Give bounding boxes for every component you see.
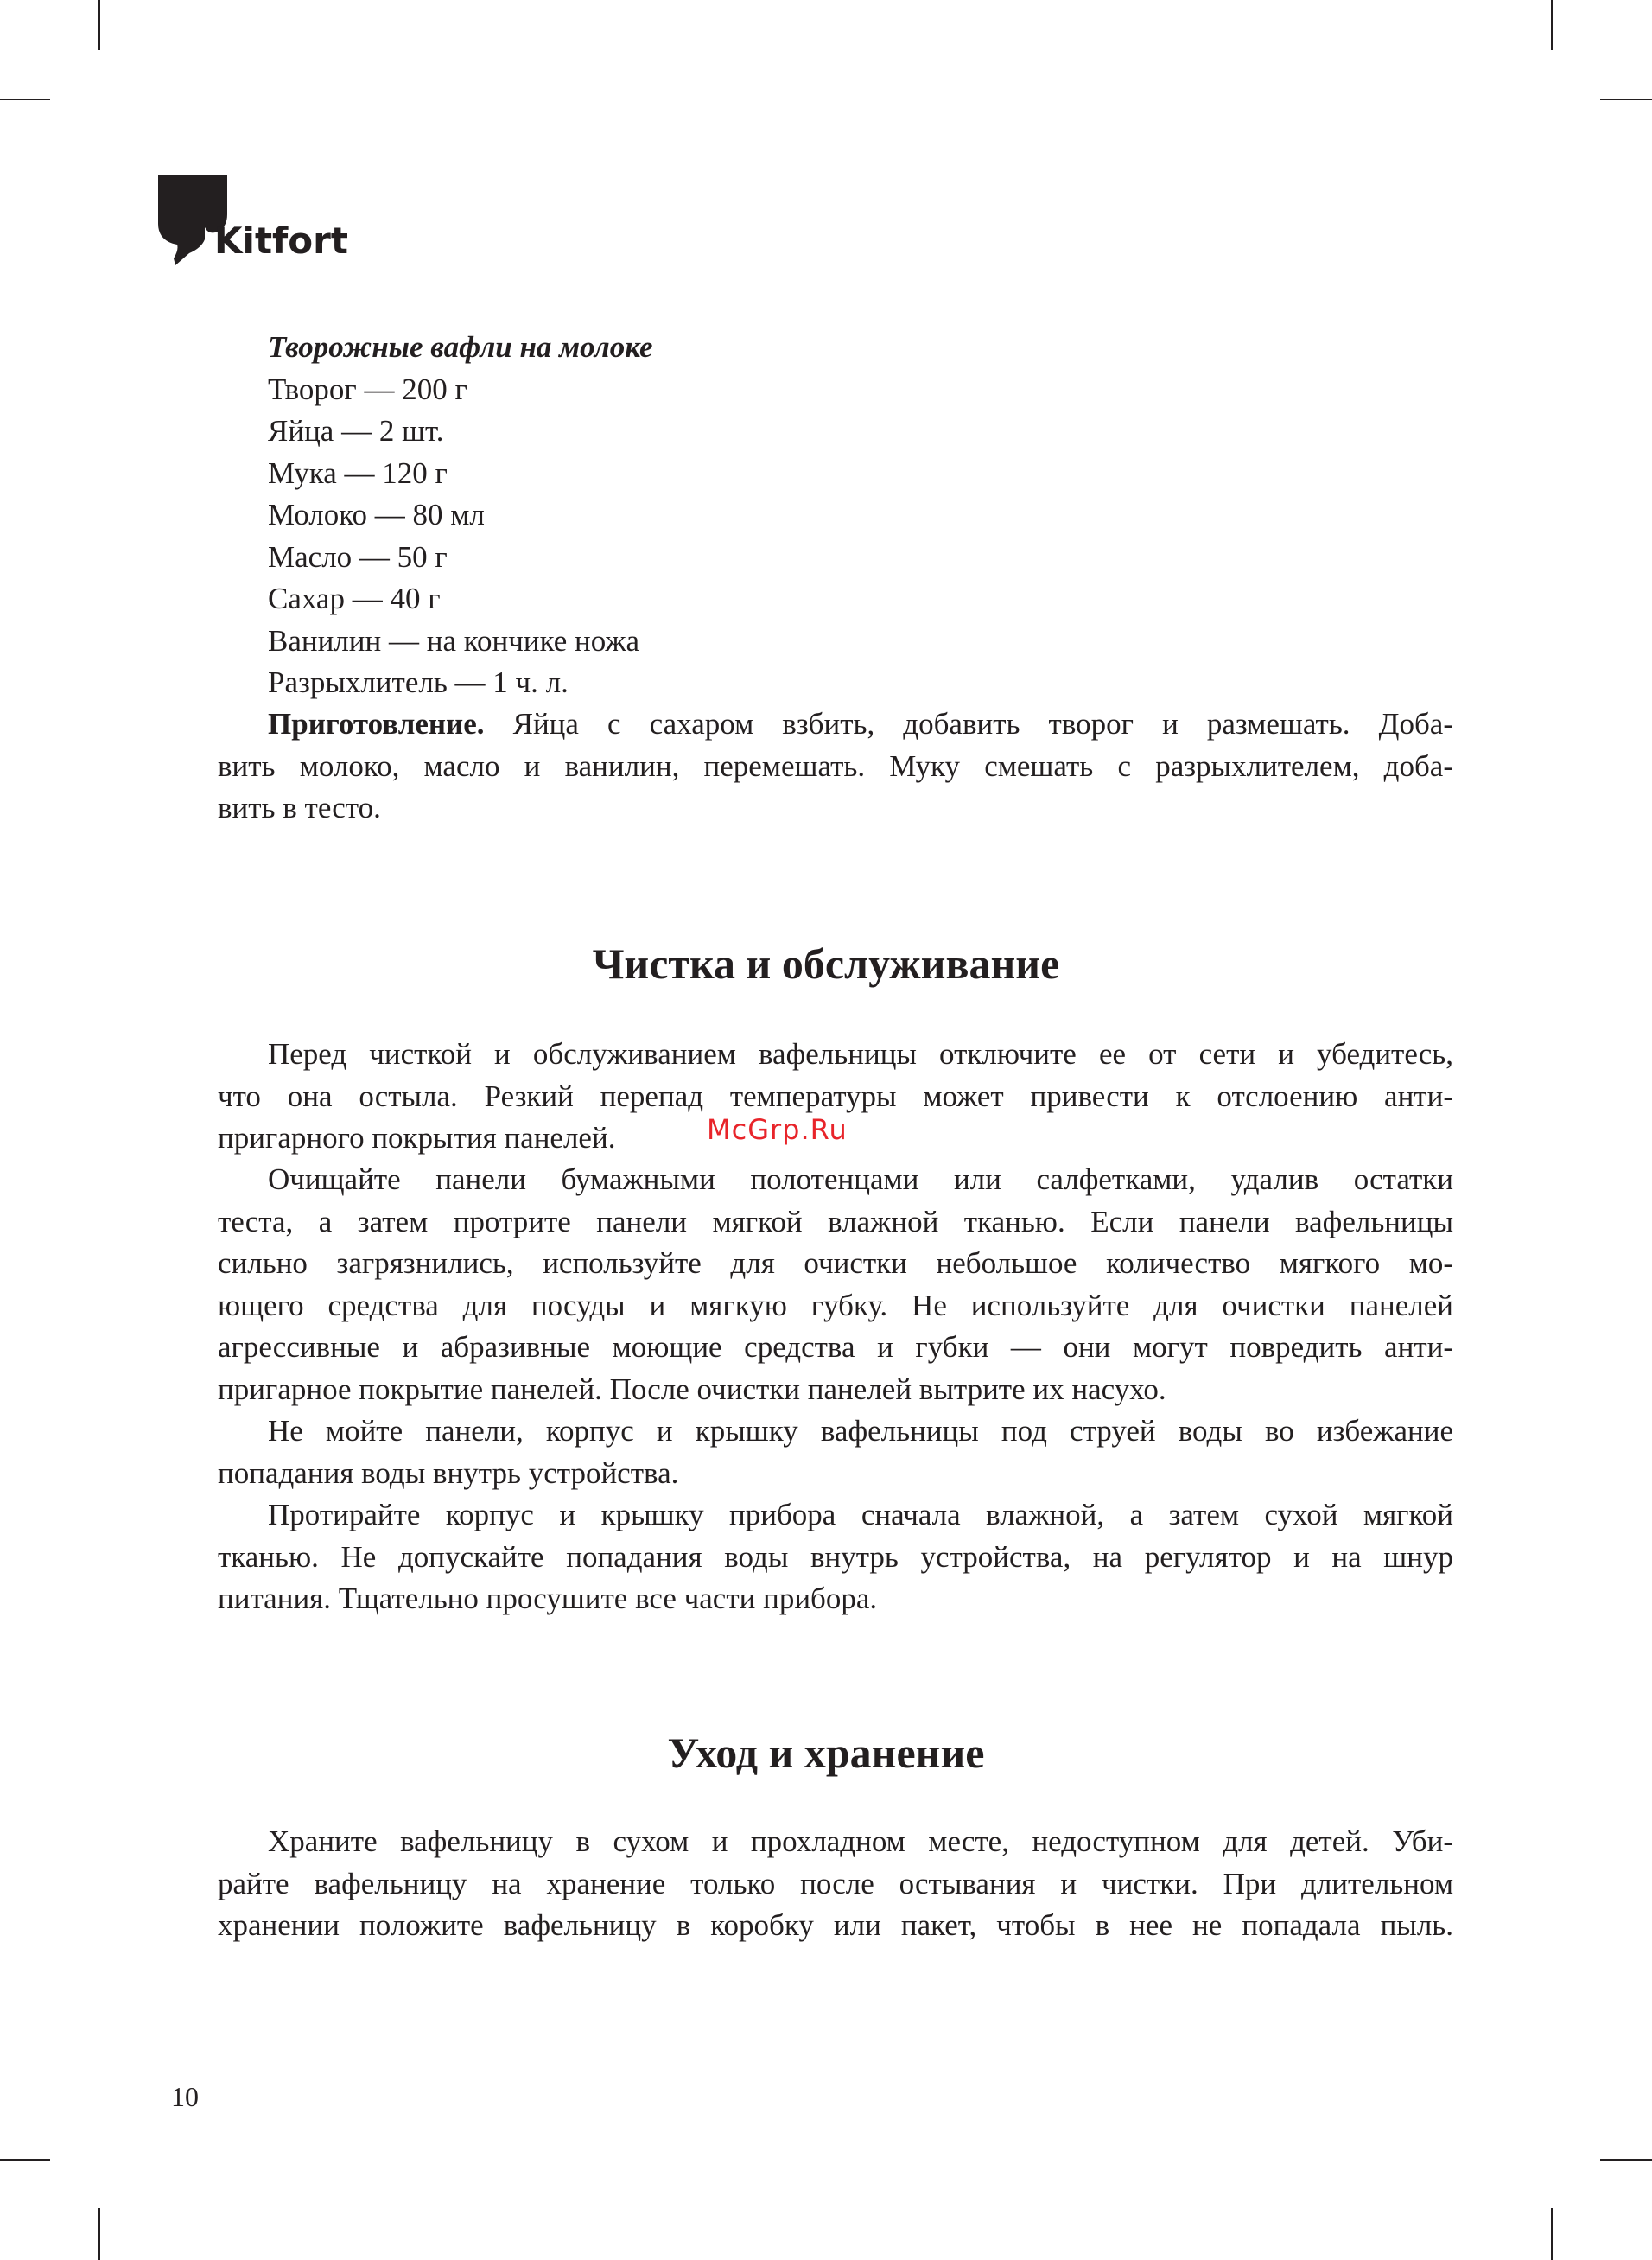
- text-line: Протирайте корпус и крышку прибора сначала влажной, а затем сухой мягкой: [268, 1498, 1453, 1531]
- section-heading-storage: Уход и хранение: [667, 1728, 985, 1777]
- crop-mark: [1551, 2208, 1553, 2260]
- text-line: что она остыла. Резкий перепад температуры может привести к отслоению анти-: [218, 1079, 1453, 1113]
- section-heading-cleaning: Чистка и обслуживание: [592, 939, 1060, 988]
- text-line: Приготовление. Яйца с сахаром взбить, добавить творог и размешать. Доба-: [268, 707, 1453, 741]
- text-line: вить молоко, масло и ванилин, перемешать. Муку смешать с разрыхлителем, доба-: [218, 748, 1453, 783]
- ingredient: Молоко — 80 мл: [268, 498, 485, 532]
- paragraph: [218, 1159, 1453, 1410]
- crop-mark: [1600, 2159, 1652, 2161]
- recipe-title: Творожные вафли на молоке: [268, 330, 653, 364]
- text-line: Перед чисткой и обслуживанием вафельницы отключите ее от сети и убедитесь,: [268, 1037, 1453, 1071]
- text-line: теста, а затем протрите панели мягкой влажной тканью. Если панели вафельницы: [218, 1204, 1453, 1238]
- crop-mark: [98, 0, 100, 50]
- text-line: Очищайте панели бумажными полотенцами или салфетками, удалив остатки: [268, 1162, 1453, 1196]
- text-line: Храните вафельницу в сухом и прохладном месте, недоступном для детей. Уби-: [268, 1824, 1453, 1858]
- crop-mark: [0, 2159, 50, 2161]
- text-line: агрессивные и абразивные моющие средства и губки — они могут повредить анти-: [218, 1330, 1453, 1364]
- crop-mark: [98, 2208, 100, 2260]
- recipe: [268, 327, 652, 704]
- text-line: райте вафельницу на хранение только после остывания и чистки. При длительном: [218, 1866, 1453, 1900]
- prep-label: Приготовление.: [268, 707, 485, 741]
- crop-mark: [0, 99, 50, 100]
- text-line: пригарное покрытие панелей. После очистки панелей вытрите их насухо.: [218, 1372, 1166, 1406]
- ingredient: Мука — 120 г: [268, 455, 448, 490]
- text-line: тканью. Не допускайте попадания воды внутрь устройства, на регулятор и на шнур: [218, 1539, 1453, 1574]
- ingredient: Ванилин — на кончике ножа: [268, 623, 640, 658]
- ingredient: Сахар — 40 г: [268, 582, 441, 615]
- page-number: 10: [171, 2081, 199, 2112]
- text-line: Не мойте панели, корпус и крышку вафельницы под струей воды во избежание: [268, 1414, 1453, 1448]
- recipe-preparation: [218, 703, 1453, 830]
- crop-mark: [1600, 99, 1652, 100]
- text-line: пригарного покрытия панелей.: [218, 1121, 616, 1155]
- paragraph: [218, 1494, 1453, 1620]
- text-line: ющего средства для посуды и мягкую губку. Не используйте для очистки панелей: [218, 1288, 1453, 1322]
- paragraph: [218, 1821, 1453, 1947]
- watermark: McGrp.Ru: [707, 1113, 848, 1146]
- text-line: хранении положите вафельницу в коробку или пакет, чтобы в нее не попадала пыль.: [218, 1908, 1453, 1942]
- paragraph: [218, 1410, 1453, 1494]
- ingredient: Яйца — 2 шт.: [268, 414, 444, 448]
- crop-mark: [1551, 0, 1553, 50]
- ingredient: Творог — 200 г: [268, 372, 467, 406]
- ingredient: Разрыхлитель — 1 ч. л.: [268, 665, 569, 699]
- text-line: сильно загрязнились, используйте для очистки небольшое количество мягкого мо-: [218, 1246, 1453, 1280]
- text-line: попадания воды внутрь устройства.: [218, 1455, 679, 1490]
- ingredient: Масло — 50 г: [268, 539, 448, 574]
- brand-name: Kitfort: [214, 220, 348, 262]
- text-line: питания. Тщательно просушите все части прибора.: [218, 1582, 878, 1615]
- text-line: вить в тесто.: [218, 791, 381, 824]
